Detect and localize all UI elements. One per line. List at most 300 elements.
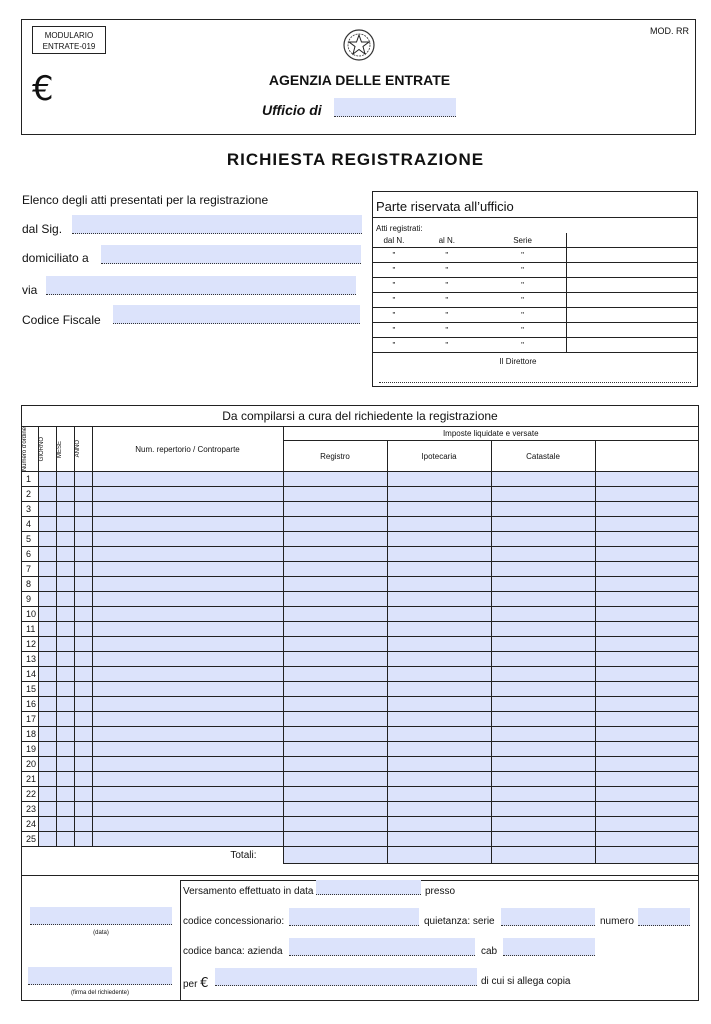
year-cell[interactable] [74, 742, 92, 757]
month-cell[interactable] [56, 817, 74, 832]
repertoire-cell[interactable] [92, 697, 283, 712]
registro-cell[interactable] [283, 667, 387, 682]
ipotecaria-cell[interactable] [387, 802, 491, 817]
repertoire-cell[interactable] [92, 562, 283, 577]
repertoire-cell[interactable] [92, 667, 283, 682]
row-number: 5 [22, 532, 38, 547]
row-number: 10 [22, 607, 38, 622]
catastale-cell[interactable] [491, 727, 595, 742]
repertoire-cell[interactable] [92, 637, 283, 652]
col-to-header: al N. [415, 233, 479, 248]
modulario-label: MODULARIO [44, 31, 94, 40]
ipotecaria-cell[interactable] [387, 682, 491, 697]
catastale-cell[interactable] [491, 652, 595, 667]
other-cell[interactable] [595, 637, 698, 652]
day-cell[interactable] [38, 562, 56, 577]
month-cell[interactable] [56, 802, 74, 817]
repertoire-cell[interactable] [92, 502, 283, 517]
repertoire-cell[interactable] [92, 757, 283, 772]
street-label: via [22, 283, 38, 297]
month-cell[interactable] [56, 742, 74, 757]
catastale-cell[interactable] [491, 547, 595, 562]
total-ipotecaria[interactable] [387, 847, 491, 864]
other-cell[interactable] [595, 547, 698, 562]
repertoire-cell[interactable] [92, 802, 283, 817]
row-number: 6 [22, 547, 38, 562]
repertoire-cell[interactable] [92, 577, 283, 592]
ipotecaria-cell[interactable] [387, 487, 491, 502]
from-ditto: " [373, 323, 415, 338]
month-cell[interactable] [56, 532, 74, 547]
month-cell[interactable] [56, 757, 74, 772]
year-cell[interactable] [74, 682, 92, 697]
day-cell[interactable] [38, 547, 56, 562]
year-cell[interactable] [74, 667, 92, 682]
row-number: 23 [22, 802, 38, 817]
ipotecaria-cell[interactable] [387, 712, 491, 727]
totals-label: Totali: [22, 847, 283, 864]
catastale-cell[interactable] [491, 742, 595, 757]
catastale-cell[interactable] [491, 532, 595, 547]
registro-cell[interactable] [283, 697, 387, 712]
other-cell[interactable] [595, 622, 698, 637]
catastale-cell[interactable] [491, 472, 595, 487]
other-cell[interactable] [595, 472, 698, 487]
month-cell[interactable] [56, 832, 74, 847]
euro-icon: € [32, 69, 54, 109]
year-cell[interactable] [74, 832, 92, 847]
table-row [22, 487, 698, 502]
day-cell[interactable] [38, 502, 56, 517]
day-cell[interactable] [38, 787, 56, 802]
catastale-cell[interactable] [491, 607, 595, 622]
registered-row [373, 263, 697, 278]
from-ditto: " [373, 338, 415, 353]
year-cell[interactable] [74, 712, 92, 727]
month-cell[interactable] [56, 622, 74, 637]
other-cell[interactable] [595, 712, 698, 727]
ipotecaria-cell[interactable] [387, 787, 491, 802]
to-ditto: " [415, 278, 479, 293]
day-cell[interactable] [38, 637, 56, 652]
day-cell[interactable] [38, 832, 56, 847]
day-cell[interactable] [38, 592, 56, 607]
day-cell[interactable] [38, 472, 56, 487]
row-number: 1 [22, 472, 38, 487]
row-number: 16 [22, 697, 38, 712]
catastale-cell[interactable] [491, 697, 595, 712]
row-number: 4 [22, 517, 38, 532]
reserved-office-box [372, 191, 698, 387]
month-cell[interactable] [56, 592, 74, 607]
series-ditto: " [479, 293, 567, 308]
other-cell[interactable] [595, 487, 698, 502]
other-cell[interactable] [595, 757, 698, 772]
repertoire-cell[interactable] [92, 532, 283, 547]
series-ditto: " [479, 323, 567, 338]
other-cell[interactable] [595, 772, 698, 787]
cab-field[interactable] [503, 938, 595, 956]
month-cell[interactable] [56, 607, 74, 622]
year-cell[interactable] [74, 502, 92, 517]
other-cell[interactable] [595, 532, 698, 547]
ipotecaria-cell[interactable] [387, 517, 491, 532]
table-row [22, 667, 698, 682]
amount-field[interactable] [215, 968, 477, 986]
month-cell[interactable] [56, 727, 74, 742]
month-cell[interactable] [56, 772, 74, 787]
registro-cell[interactable] [283, 742, 387, 757]
row-number: 8 [22, 577, 38, 592]
registro-cell[interactable] [283, 577, 387, 592]
concessionaire-field[interactable] [289, 908, 419, 926]
ipotecaria-cell[interactable] [387, 472, 491, 487]
repertoire-cell[interactable] [92, 487, 283, 502]
other-cell[interactable] [595, 667, 698, 682]
year-cell[interactable] [74, 532, 92, 547]
series-ditto: " [479, 338, 567, 353]
registro-cell[interactable] [283, 487, 387, 502]
ipotecaria-cell[interactable] [387, 577, 491, 592]
row-number: 20 [22, 757, 38, 772]
ipotecaria-cell[interactable] [387, 532, 491, 547]
repertoire-cell[interactable] [92, 592, 283, 607]
other-cell[interactable] [595, 592, 698, 607]
ipotecaria-cell[interactable] [387, 607, 491, 622]
registro-cell[interactable] [283, 652, 387, 667]
ipotecaria-cell[interactable] [387, 652, 491, 667]
other-cell[interactable] [595, 697, 698, 712]
name-field[interactable] [72, 215, 362, 234]
modulario-code: ENTRATE-019 [42, 42, 96, 51]
ipotecaria-cell[interactable] [387, 697, 491, 712]
other-cell[interactable] [595, 727, 698, 742]
domicile-field[interactable] [101, 245, 361, 264]
catastale-cell[interactable] [491, 562, 595, 577]
day-cell[interactable] [38, 517, 56, 532]
office-label: Ufficio di [262, 102, 322, 118]
col-day-header: GIORNO [38, 436, 45, 462]
year-cell[interactable] [74, 772, 92, 787]
catastale-cell[interactable] [491, 817, 595, 832]
date-field[interactable] [30, 907, 172, 925]
month-cell[interactable] [56, 652, 74, 667]
table-row [22, 682, 698, 697]
year-cell[interactable] [74, 802, 92, 817]
year-cell[interactable] [74, 697, 92, 712]
agency-name: AGENZIA DELLE ENTRATE [268, 72, 451, 88]
year-cell[interactable] [74, 547, 92, 562]
ipotecaria-cell[interactable] [387, 622, 491, 637]
total-other[interactable] [595, 847, 698, 864]
ipotecaria-cell[interactable] [387, 727, 491, 742]
registro-cell[interactable] [283, 622, 387, 637]
other-cell[interactable] [595, 517, 698, 532]
ipotecaria-cell[interactable] [387, 772, 491, 787]
from-ditto: " [373, 293, 415, 308]
repertoire-cell[interactable] [92, 472, 283, 487]
receipt-number-field[interactable] [638, 908, 690, 926]
day-cell[interactable] [38, 487, 56, 502]
table-row [22, 652, 698, 667]
other-cell[interactable] [595, 502, 698, 517]
month-cell[interactable] [56, 682, 74, 697]
amount-label: per € [183, 976, 209, 991]
registro-cell[interactable] [283, 517, 387, 532]
other-cell[interactable] [595, 787, 698, 802]
repertoire-cell[interactable] [92, 832, 283, 847]
month-cell[interactable] [56, 667, 74, 682]
other-cell[interactable] [595, 682, 698, 697]
series-ditto: " [479, 248, 567, 263]
row-number: 13 [22, 652, 38, 667]
registro-cell[interactable] [283, 712, 387, 727]
table-row [22, 757, 698, 772]
other-cell[interactable] [595, 577, 698, 592]
month-cell[interactable] [56, 547, 74, 562]
table-row [22, 532, 698, 547]
catastale-cell[interactable] [491, 802, 595, 817]
table-row [22, 472, 698, 487]
year-cell[interactable] [74, 727, 92, 742]
registro-cell[interactable] [283, 562, 387, 577]
row-number: 25 [22, 832, 38, 847]
other-cell[interactable] [595, 562, 698, 577]
repertoire-cell[interactable] [92, 712, 283, 727]
day-cell[interactable] [38, 757, 56, 772]
month-cell[interactable] [56, 787, 74, 802]
republic-emblem-icon [342, 28, 376, 62]
month-cell[interactable] [56, 562, 74, 577]
month-cell[interactable] [56, 697, 74, 712]
row-number: 2 [22, 487, 38, 502]
form-header [21, 19, 696, 135]
table-row [22, 802, 698, 817]
day-cell[interactable] [38, 622, 56, 637]
euro-icon: € [200, 976, 209, 991]
other-cell[interactable] [595, 817, 698, 832]
day-cell[interactable] [38, 607, 56, 622]
ipotecaria-cell[interactable] [387, 592, 491, 607]
director-label: Il Direttore [499, 357, 537, 366]
day-cell[interactable] [38, 817, 56, 832]
col-repertoire-header: Num. repertorio / Controparte [92, 427, 283, 472]
ipotecaria-cell[interactable] [387, 547, 491, 562]
row-number: 12 [22, 637, 38, 652]
registro-cell[interactable] [283, 802, 387, 817]
day-cell[interactable] [38, 577, 56, 592]
row-number: 15 [22, 682, 38, 697]
row-number: 17 [22, 712, 38, 727]
day-cell[interactable] [38, 532, 56, 547]
series-ditto: " [479, 263, 567, 278]
registro-cell[interactable] [283, 637, 387, 652]
month-cell[interactable] [56, 637, 74, 652]
day-cell[interactable] [38, 772, 56, 787]
registro-cell[interactable] [283, 787, 387, 802]
acts-table [22, 406, 698, 864]
director-signature-line[interactable] [379, 382, 691, 383]
registro-cell[interactable] [283, 772, 387, 787]
registered-row [373, 308, 697, 323]
row-number: 21 [22, 772, 38, 787]
tax-code-field[interactable] [113, 305, 360, 324]
year-cell[interactable] [74, 562, 92, 577]
ipotecaria-cell[interactable] [387, 832, 491, 847]
ipotecaria-cell[interactable] [387, 817, 491, 832]
repertoire-cell[interactable] [92, 787, 283, 802]
from-ditto: " [373, 308, 415, 323]
year-cell[interactable] [74, 607, 92, 622]
signature-field[interactable] [28, 967, 172, 985]
month-cell[interactable] [56, 517, 74, 532]
month-cell[interactable] [56, 502, 74, 517]
month-cell[interactable] [56, 472, 74, 487]
repertoire-cell[interactable] [92, 817, 283, 832]
registered-row [373, 323, 697, 338]
table-row [22, 547, 698, 562]
catastale-cell[interactable] [491, 592, 595, 607]
catastale-cell[interactable] [491, 487, 595, 502]
repertoire-cell[interactable] [92, 607, 283, 622]
month-cell[interactable] [56, 487, 74, 502]
payment-date-field[interactable] [316, 880, 421, 895]
registro-cell[interactable] [283, 607, 387, 622]
table-row [22, 712, 698, 727]
year-cell[interactable] [74, 517, 92, 532]
col-ipotecaria-header: Ipotecaria [387, 440, 491, 471]
ipotecaria-cell[interactable] [387, 562, 491, 577]
repertoire-cell[interactable] [92, 622, 283, 637]
table-row [22, 637, 698, 652]
office-field[interactable] [334, 98, 456, 117]
year-cell[interactable] [74, 787, 92, 802]
col-from-header: dal N. [373, 233, 415, 248]
catastale-cell[interactable] [491, 772, 595, 787]
table-row [22, 787, 698, 802]
day-cell[interactable] [38, 697, 56, 712]
table-row [22, 727, 698, 742]
repertoire-cell[interactable] [92, 517, 283, 532]
ipotecaria-cell[interactable] [387, 757, 491, 772]
table-row [22, 742, 698, 757]
catastale-cell[interactable] [491, 832, 595, 847]
receipt-series-field[interactable] [501, 908, 595, 926]
registro-cell[interactable] [283, 682, 387, 697]
row-number: 3 [22, 502, 38, 517]
repertoire-cell[interactable] [92, 727, 283, 742]
total-catastale[interactable] [491, 847, 595, 864]
month-cell[interactable] [56, 712, 74, 727]
day-cell[interactable] [38, 727, 56, 742]
to-ditto: " [415, 293, 479, 308]
receipt-number-label: numero [600, 916, 634, 927]
day-cell[interactable] [38, 667, 56, 682]
catastale-cell[interactable] [491, 577, 595, 592]
registro-cell[interactable] [283, 472, 387, 487]
year-cell[interactable] [74, 637, 92, 652]
cab-label: cab [481, 946, 498, 957]
repertoire-cell[interactable] [92, 652, 283, 667]
other-cell[interactable] [595, 832, 698, 847]
table-row [22, 502, 698, 517]
day-cell[interactable] [38, 802, 56, 817]
table-row [22, 607, 698, 622]
row-number: 24 [22, 817, 38, 832]
ipotecaria-cell[interactable] [387, 742, 491, 757]
catastale-cell[interactable] [491, 502, 595, 517]
street-field[interactable] [46, 276, 356, 295]
row-number: 7 [22, 562, 38, 577]
registro-cell[interactable] [283, 727, 387, 742]
year-cell[interactable] [74, 817, 92, 832]
registro-cell[interactable] [283, 532, 387, 547]
ipotecaria-cell[interactable] [387, 502, 491, 517]
ipotecaria-cell[interactable] [387, 637, 491, 652]
other-cell[interactable] [595, 607, 698, 622]
copy-label: di cui si allega copia [481, 976, 571, 987]
day-cell[interactable] [38, 712, 56, 727]
other-cell[interactable] [595, 742, 698, 757]
catastale-cell[interactable] [491, 517, 595, 532]
intro-text: Elenco degli atti presentati per la registrazione [22, 193, 269, 207]
row-number: 18 [22, 727, 38, 742]
repertoire-cell[interactable] [92, 742, 283, 757]
to-ditto: " [415, 248, 479, 263]
day-cell[interactable] [38, 652, 56, 667]
registro-cell[interactable] [283, 757, 387, 772]
catastale-cell[interactable] [491, 682, 595, 697]
registro-cell[interactable] [283, 547, 387, 562]
day-cell[interactable] [38, 742, 56, 757]
registro-cell[interactable] [283, 832, 387, 847]
repertoire-cell[interactable] [92, 682, 283, 697]
year-cell[interactable] [74, 577, 92, 592]
registered-row [373, 293, 697, 308]
other-cell[interactable] [595, 802, 698, 817]
registro-cell[interactable] [283, 502, 387, 517]
bank-company-field[interactable] [289, 938, 475, 956]
catastale-cell[interactable] [491, 757, 595, 772]
catastale-cell[interactable] [491, 667, 595, 682]
catastale-cell[interactable] [491, 622, 595, 637]
day-cell[interactable] [38, 682, 56, 697]
total-registro[interactable] [283, 847, 387, 864]
year-cell[interactable] [74, 757, 92, 772]
ipotecaria-cell[interactable] [387, 667, 491, 682]
catastale-cell[interactable] [491, 712, 595, 727]
other-cell[interactable] [595, 652, 698, 667]
catastale-cell[interactable] [491, 637, 595, 652]
table-row [22, 592, 698, 607]
year-cell[interactable] [74, 592, 92, 607]
month-cell[interactable] [56, 577, 74, 592]
col-order-header: Numero d'ordine [22, 427, 28, 472]
registro-cell[interactable] [283, 817, 387, 832]
year-cell[interactable] [74, 652, 92, 667]
repertoire-cell[interactable] [92, 772, 283, 787]
year-cell[interactable] [74, 622, 92, 637]
year-cell[interactable] [74, 472, 92, 487]
catastale-cell[interactable] [491, 787, 595, 802]
table-row [22, 772, 698, 787]
col-month-header: MESE [56, 440, 63, 458]
from-ditto: " [373, 248, 415, 263]
registro-cell[interactable] [283, 592, 387, 607]
year-cell[interactable] [74, 487, 92, 502]
repertoire-cell[interactable] [92, 547, 283, 562]
col-catastale-header: Catastale [491, 440, 595, 471]
